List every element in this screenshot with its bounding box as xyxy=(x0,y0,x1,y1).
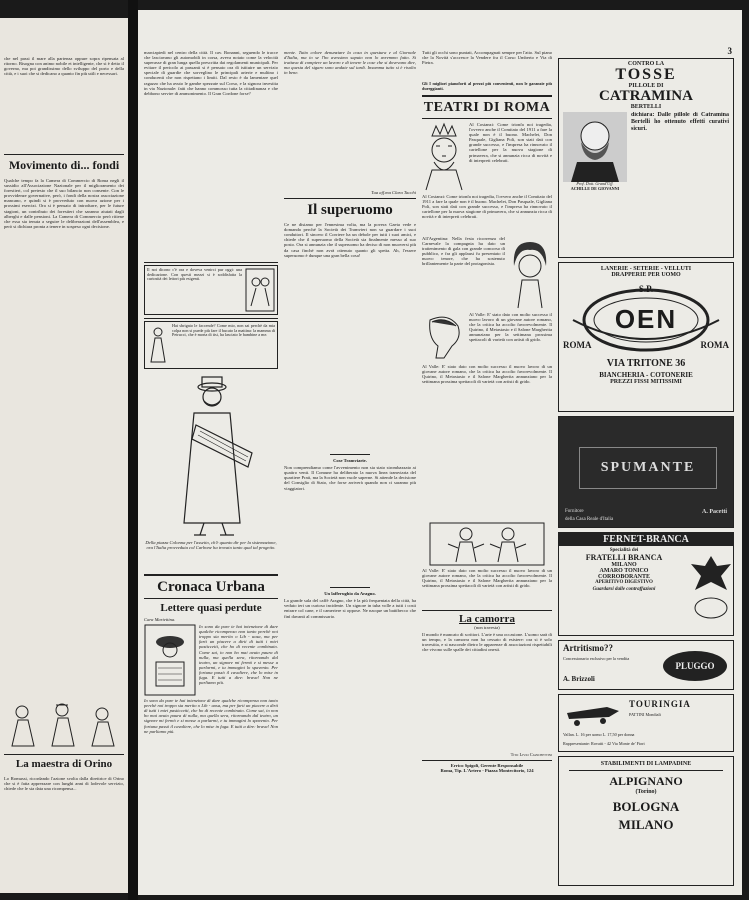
ad-oen-prefix: S.P. xyxy=(638,284,654,294)
ad-tosse-text: dichiara: Dalle pillole di Catramina Bertelli ho ottenuto effetti curativi sicuri. xyxy=(631,112,729,132)
ad-tosse-caption: Prof. Dott. Grand'Uff. xyxy=(576,181,614,186)
subhead-camorra-note: (non travesta) xyxy=(474,625,500,630)
section-cronaca-urbana: Cronaca Urbana xyxy=(157,579,265,595)
ad-spumante-brand: SPUMANTE xyxy=(579,447,717,489)
ad-touringia-line1: PATTINI Mondiali xyxy=(629,712,661,717)
ad-artritismo-line2: Concessionario esclusivo per la vendita xyxy=(563,656,630,661)
footer-gerente: Errico Spigoli, Gerente Responsabile xyxy=(450,763,524,769)
divider xyxy=(144,598,278,599)
ad-alpignano-line3: (Torino) xyxy=(635,789,657,795)
divider xyxy=(569,770,723,771)
ad-fernet-line4: MILANO xyxy=(611,562,637,568)
divider xyxy=(422,95,552,97)
col2-signature: Tua aff.ma Clara Tacchi xyxy=(371,190,416,195)
col1-letter-illustration xyxy=(144,624,196,696)
ad-oen-prices: PREZZI FISSI MITISSIMI xyxy=(610,379,682,385)
ad-fernet-title: FERNET-BRANCA xyxy=(559,533,733,546)
col1-note-box xyxy=(144,321,278,369)
left-cartoon-strip xyxy=(4,698,124,750)
ad-artritismo-title: Artritismo?? xyxy=(563,643,613,653)
ad-spumante-pacetti xyxy=(558,416,734,528)
col3-body-3-cont: Al Valle: E' stato dato con molto successo il nuovo lavoro di un giovane autore romano, che la critica ha accolto favorevolmente. Il Quirino, il Metastasio e il Salone Margherita annunziano per la settimana prossima spettacoli di varietà con artisti di grido. xyxy=(422,364,552,385)
col3-body: Al Costanzi: Come trionfa noi tragedia, l'ovvero anche il Comitato del 1911 a fare la quale non è il buono. Machelet, Don Pasquale, Gigliana Poli, son stati dati con grande successo, e l'impresa ha rinnovato il cartellone per la nuova stagione di primavera, che si annunzia ricca di novità e di interpreti celebrati. xyxy=(469,122,552,163)
ad-alpignano xyxy=(558,756,734,886)
page-number: 3 xyxy=(727,46,732,56)
col3-body-3-end: Al Valle: E' stato dato con molto successo il nuovo lavoro di un giovane autore romano, che la critica ha accolto favorevolmente. Il Quirino, il Metastasio e il Salone Margherita annunziano per la settimana prossima spettacoli di varietà con artisti di grido. xyxy=(422,568,552,589)
ad-oen-city-left: ROMA xyxy=(563,340,592,350)
ad-oen-line1: LANERIE - SETERIE - VELLUTI xyxy=(600,266,692,272)
ad-touringia-line2: Vallan. L. 16 per uomo L. 17,50 per donna xyxy=(563,732,635,737)
ad-fernet-line3: FRATELLI BRANCA xyxy=(585,553,663,562)
ad-alpignano-line1: STABILIMENTI DI LAMPADINE xyxy=(600,761,692,767)
newspaper-page xyxy=(138,10,742,895)
col2-subhead-tramviarie: Cose Tramviarie. xyxy=(333,458,367,464)
left-body-1: Qualche tempo fa la Camera di Commercio di Roma negli il sussidio all'Associazione Nazionale per il miglioramento dei forestieri, col pretesto che il suo bilancio non consente. Con le provvidenze governative, però, i fondi della nostra associazione mancano, e quindi si è provveduto con nuova azione per i prossimi esercizi. Ora si è pensato di introdurre, per le future stagioni, un contributo dei forestieri che saranno aiutati dagli alberghi e dalle pensioni. La Camera di Commercio però ritiene che essa sia tenuta a seguire le deliberazioni dell'assemblea, e però si dichiara pronta a tenere in sospeso ogni decisione. xyxy=(4,178,124,229)
col2-body: Ce ne disiamo per l'ennesima volta, ma la povera Gaeta vede e domanda perché la Società dei Tramvieri non sa guardare i suoi conduttori. Il sincero il Corriere ha un debole per tutti i suoi amici, e chiede che il superuomo della Società sia finalmente messo al suo posto. Ora si annunzia che il superuomo ha deciso di non muoversi più da casa finché non avrà ottenuto quanto gli spetta. Ah, l'essere superuomo è dunque una gran bella cosa! xyxy=(284,222,416,258)
letter-body-top: Io sono da pure te hai intenzione di dare qualche ricompenso non tanto perchè noi troppo sia merito o Lib - uosa, ma per farti un piacere a dirti di tutti i miei pasticcetti, che ho di recente combinato. Come sai, io non ho mai avuto paura di nulla, ma quella sera, ritornando dal teatro, un signore mi fermò e si messe a parlarmi, e tu immagini lo spavento. Per fortuna passò il cavaliere, che lo mise in fuga. E tutti a dire: brava! Non ne parliamo più. xyxy=(199,624,278,686)
footer-tipografia: Roma, Tip. L'Artero - Piazza Montecitorio, 124 xyxy=(440,768,534,774)
col3-body-2: All'Argentina: Nella festa ricorrenza del Carnevale la compagnia ha dato un trattenimento di gala con grande concorso di pubblico, e fra gli applausi fu presentato il nuovo tenore, che ha sostenuto brillantemente la parte del protagonista. xyxy=(422,236,505,267)
col3-profile-portrait xyxy=(422,312,466,362)
ad-tosse-catramina xyxy=(558,58,734,258)
col3-piano-note: Gli I migliori pianoforti al prezzi più convenienti, non le garanzie più dureggianti. xyxy=(422,82,552,91)
ad-oen-roma xyxy=(558,262,734,412)
headline-maestra: La maestra di Orino xyxy=(15,758,113,770)
ad-fernet-line8: Guardarsi dalle contraffazioni xyxy=(592,587,656,592)
ad-fernet-line5: AMARO TONICO xyxy=(599,568,649,574)
ad-touringia xyxy=(558,694,734,752)
ad-fernet-branca xyxy=(558,532,734,636)
col1-top-text: marciapiedi nel centro della città. Il cav. Bonanni, seguendo le tracce che lasciavano gli automobili in corsa, aveva notato come la velocità superasse di gran lunga quella prescritta dai regolamenti municipali. Per evitare il pericolo ai passanti si è pensato ora di istituire un servizio speciale di guardie che sorveglino le principali arterie e multino i conducenti che non rispettano i limiti. Dal resto è da lamentare quel ragazzo che ha avuto le gambe spezzate sul Corso, e la signora investita in via Nazionale: fatti che hanno commosso tutta la cittadinanza e che debbono servire di ammonimento. Il Gran Cordone forse? xyxy=(144,50,278,96)
ad-tosse-line1: CONTRO LA xyxy=(627,61,665,67)
divider xyxy=(422,760,552,761)
col3-signature: Tito Livio Cianchettini xyxy=(510,752,552,758)
headline-teatri-di-roma: TEATRI DI ROMA xyxy=(423,100,551,115)
col1-cartoon xyxy=(144,373,278,538)
col3-body-3: Al Valle: E' stato dato con molto successo il nuovo lavoro di un giovane autore romano, che la critica ha accolto favorevolmente. Il Quirino, il Metastasio e il Salone Margherita annunziano per la settimana prossima spettacoli di varietà con artisti di grido. xyxy=(469,312,552,343)
ad-tosse-portrait xyxy=(563,112,627,182)
col1-inset-box xyxy=(144,265,278,315)
ad-tosse-brand: CATRAMINA xyxy=(599,88,693,104)
col3-body-4: Il mondo è mancato di scrittori. L'arte è una occasione. L'uomo sarà di un tempo, e la camorra non ha cessato di esistere: ora si è solo travestita, e si nasconde dietro le apparenze di associazioni rispettabili che vivono sulle spalle dei cittadini onesti. xyxy=(422,632,552,653)
col1-note-text: Hai sbrigato le faccende? Come mio, non sai perchè da mia colpa non si puede più fare il bucato la mattina: la mamma di Petrucci, che è morta di tisi, ha lasciato le bambine a me. xyxy=(172,324,275,338)
ad-spumante-maker-right: A. Pacetti xyxy=(702,509,727,515)
ad-artritismo-line3: A. Brizzoli xyxy=(563,675,595,683)
col1-box-illustration xyxy=(245,268,275,312)
headline-movimento: Movimento di... fondi xyxy=(8,158,120,172)
col3-king-portrait xyxy=(422,122,466,192)
ad-tosse-line3: PILLOLE DI xyxy=(628,83,664,89)
ad-touringia-skate-icon xyxy=(563,699,623,727)
ad-artritismo-pluggo xyxy=(558,640,734,690)
col2-top-text: mente. Tutto colore denunziare la cosa in questura e al Giornale d'Italia, ma io se l'ho avessimo saputo non lo avremmo fatto. Si trattava di compiere un lavoro e di tenere le cose che si dovevano dire, ma questa del sigaro sono andate sul tardi. Insomma tutto si è risolto in bene. xyxy=(284,50,416,76)
ad-oen-city-right: ROMA xyxy=(700,340,729,350)
left-page xyxy=(0,18,128,893)
ad-oen-sub: BIANCHERIA - COTONERIE xyxy=(599,371,693,379)
divider xyxy=(284,198,416,199)
ad-tosse-maker: BERTELLI xyxy=(630,104,662,110)
book-gutter xyxy=(128,0,138,900)
article-title-lettere: Lettere quasi perdute xyxy=(160,602,262,614)
divider xyxy=(422,610,552,611)
divider xyxy=(144,262,278,263)
divider xyxy=(4,154,124,155)
letter-body: Io sono da pure te hai intenzione di dare qualche ricompenso non tanto perchè noi troppo sia merito o Lib - uosa, ma per farti un piacere a dirti di tutti i miei pasticcetti, che ho di recente combinato. Come sai, io non ho mai avuto paura di nulla, ma quella sera, ritornando dal teatro, un signore mi fermò e si messe a parlarmi, e tu immagini lo spavento. Per fortuna passò il cavaliere, che lo mise in fuga. E tutti a dire: brava! Non ne parliamo più. xyxy=(144,698,278,734)
ad-spumante-note: della Casa Reale d'Italia xyxy=(565,517,614,522)
ad-oen-brand: OEN xyxy=(614,304,678,334)
col3-body-cont: Al Costanzi: Come trionfa noi tragedia, l'ovvero anche il Comitato del 1911 a fare la quale non è il buono. Machelet, Don Pasquale, Gigliana Poli, son stati dati con grande successo, e l'impresa ha rinnovato il cartellone per la nuova stagione di primavera, che si annunzia ricca di novità e di interpreti celebrati. xyxy=(422,194,552,220)
subhead-camorra: La camorra xyxy=(459,613,515,625)
divider xyxy=(330,454,370,455)
ad-tosse-title: TOSSE xyxy=(615,66,677,83)
col1-box-text: Il noi dicono c'è ora e doveva venirci pur oggi: una dedicazione. Con questi mezzi si è soddisfatta la curiosità dei lettori più esigenti. xyxy=(147,268,242,282)
divider xyxy=(4,754,124,755)
letter-salutation: Cara Mariettina. xyxy=(144,617,176,622)
col3-top-text: Tutti gli occhi sono puntati, Accompagnati sempre per l'atto. Sul piano che la Novità s'accresce la Vendere fra il Corso Umberto e Via di Pietra. xyxy=(422,50,552,66)
col1-cartoon-caption: Della piazza Colonna per l'assetto, ch'è quanto dir per la sistemazione, ora l'Italia provveduta col Carbone ha trovato tanto qual tal progetto. xyxy=(145,540,277,551)
column-1 xyxy=(144,50,278,890)
ad-fernet-line7: APERITIVO DIGESTIVO xyxy=(595,580,653,585)
col3-woman-portrait xyxy=(508,236,552,310)
ad-alpignano-brand: ALPIGNANO xyxy=(609,774,683,788)
left-body-2: Lo Romussi, ricordando l'azione svolta dalla direttrice di Orino che si è fatta apprezzare con lunghi anni di lodevole servizio, chiede che le sia data una ricompensa... xyxy=(4,776,124,792)
ad-pluggo-brand: PLUGGO xyxy=(663,651,727,681)
ad-alpignano-milano: MILANO xyxy=(618,817,674,832)
col1-note-figures xyxy=(147,324,169,364)
left-top-text: che nel passi il mare alla partenza oppure sopra ripensata al ritorno. Bisogna con animo nobile et intelligente, che si è detto il governo, ma poi grandissimo dello sviluppo del porto e della città, e i suoi che si dedicano a quanto fin più utili e necessari. xyxy=(4,56,124,77)
ad-touringia-brand: TOURINGIA xyxy=(629,699,691,709)
column-3 xyxy=(422,50,552,890)
divider xyxy=(144,574,278,576)
divider xyxy=(330,587,370,588)
col2-subhead-aragno: Un lafferughio da Aragno. xyxy=(324,591,376,597)
ad-tosse-doctor-name: ACHILLE DE GIOVANNI xyxy=(570,185,620,191)
headline-superuomo: Il superuomo xyxy=(307,202,393,219)
ad-oen-line2: DRAPPERIE PER UOMO xyxy=(611,272,681,278)
ad-oen-address: VIA TRITONE 36 xyxy=(606,358,686,369)
ad-fernet-line2: Specialità dei xyxy=(609,548,639,553)
column-2 xyxy=(284,50,416,890)
ad-alpignano-bologna: BOLOGNA xyxy=(612,799,680,814)
divider xyxy=(422,118,552,119)
ad-fernet-line6: CORROBORANTE xyxy=(597,574,650,580)
ad-spumante-maker-left: Fornitore xyxy=(565,509,584,514)
col2-body-3: La grande sala del caffè Aragno, che è la più frequentata della città, ha veduto ieri un curioso incidente. Un signore in tuba volle a tutti i costi entrare col cane, e il cameriere si oppose. Ne nacque un battibecco che finì davanti al commissario. xyxy=(284,598,416,619)
col3-wrestlers-cartoon xyxy=(422,522,552,566)
divider xyxy=(144,318,278,319)
ad-fernet-eagle-icon xyxy=(689,546,733,626)
ad-touringia-line3: Rappresentante: Rovatti - 42 Via Monte de' Fiori xyxy=(563,741,645,746)
col2-body-2: Non comprendiamo come l'avvenimento non sia stato strombazzato ai quattro venti. Il Comune ha deliberato la nuova linea tramviaria del quartiere Prati, ma la Società non vuole saperne. Si attende la decisione del Consiglio di Stato, che forse arriverà quando non ci saranno più viaggiatori. xyxy=(284,465,416,491)
